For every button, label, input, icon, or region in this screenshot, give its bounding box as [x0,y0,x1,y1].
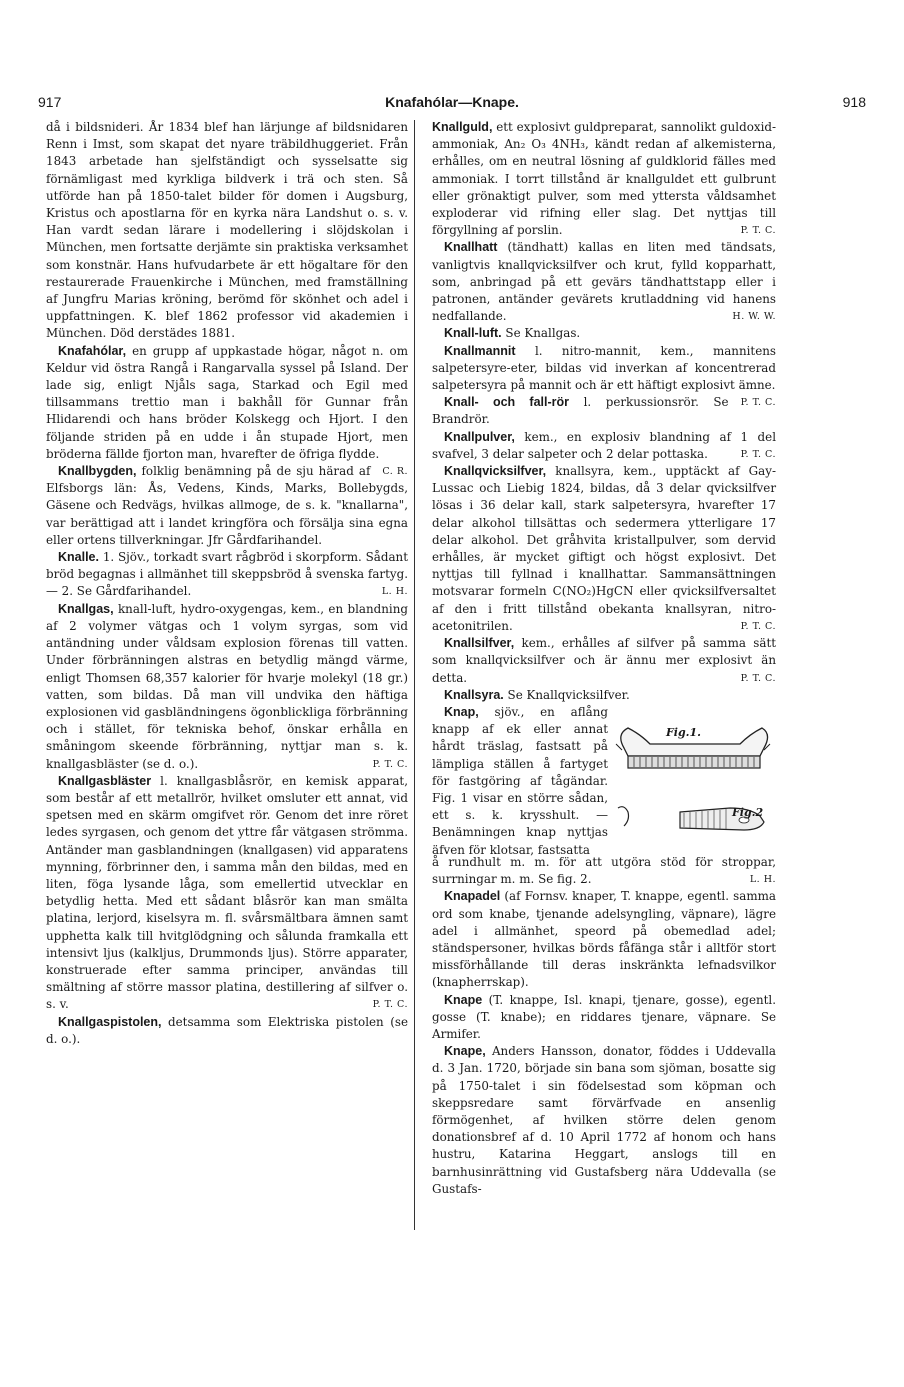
headword: Knallgaspistolen, [58,1014,162,1029]
entry-knap-continued: å rundhult m. m. för att utgöra stöd för stroppar, surrningar m. m. Se fig. 2. L. H. [432,854,776,888]
author-signature: L. H. [749,874,776,886]
author-signature: C. R. [382,466,408,478]
headword: Knallqvicksilfver, [444,464,547,479]
entry-knallsilfver: Knallsilfver, kem., erhålles af silfver på samma sätt som knallqvicksilfver och är ännu mer explosivt än detta. P. T. C. [432,635,776,687]
right-column [432,119,776,1198]
entry-knallmannit: Knallmannit l. nitro-mannit, kem., mannitens salpetersyre-eter, bildas vid inverkan af koncentrerad salpetersyra på mannit och är ett häftigt explosivt ämne. P. T. C. [432,343,776,395]
headword: Knape, [444,1044,486,1059]
entry-knap: Knap, sjöv., en aflång knapp af ek eller annat hårdt träslag, fastsatt på lämpliga ställen å fartyget för fastgöring af tågändar. Fig. 1 visar en större sådan, ett s. k. krysshult. — Benämningen knap nyttjas äfven för klotsar, fastsatta [432,704,608,857]
author-signature: P. T. C. [372,999,408,1011]
author-signature: P. T. C. [740,448,776,460]
entry-knap-with-figures [432,704,776,857]
page-number-right: 918 [842,94,866,110]
fig2-label: Fig.2 [732,805,764,819]
author-signature: P. T. C. [740,397,776,409]
headword: Knape [444,992,483,1007]
author-signature: H. W. W. [732,311,776,323]
headword: Knallsilfver, [444,636,515,651]
page-number-left: 917 [38,94,62,110]
entry-knalle: Knalle. 1. Sjöv., torkadt svart rågbröd i skorpform. Sådant bröd begagnas i allmänhet till skeppsbröd å svenska fartyg. — 2. Se Gårdfarihandel. L. H. [46,549,408,601]
entry-knallbygden: Knallbygden, folklig benämning på de sju härad af Elfsborgs län: Ås, Vedens, Kinds, Marks, Bollebygds, Gäsene och Redvägs, hvilkas allmoge, de s. k. "knallarna", var berättigad att i landet kringföra och försälja sina egna eller ortens tillverkningar. Jfr Gårdfarihandel. [46,464,408,547]
entry-knallgas: Knallgas, knall-luft, hydro-oxygengas, kem., en blandning af 2 volymer vätgas och 1 volym syrgas, som vid antändning under våldsam explosion förenas till vatten. Under förbränningen alstras en betydlig mängd värme, enligt Thomsen 68,357 kalorier för hvarje molekyl (18 gr.) vatten, som bildas. Då man vill undvika den häftiga explosionen vid gasbländningens ögonblickliga förbränning och i stället, för tekniska behof, önskar erhålla en småningom skeende förbränning, nyttjar man s. k. knallgasbläster (se d. o.). P. T. C. [46,601,408,773]
entry-knallsyra: Knallsyra. Se Knallqvicksilfver. [444,687,630,702]
author-signature: P. T. C. [740,620,776,632]
entry-knape: Knape (T. knappe, Isl. knapi, tjenare, gosse), egentl. gosse (T. knabe); en riddares tjenare, väpnare. Se Armifer. [432,992,777,1041]
running-title: Knafahólar—Knape. [385,94,519,110]
entry-knallguld: Knallguld, ett explosivt guldpreparat, sannolikt guldoxid-ammoniak, An₂ O₃ 4NH₃, kändt redan af alkemisterna, erhålles, om en neutral lösning af guldklorid fälles med ammoniak. I torrt tillstånd är knallguldet ett gulbrunt eller grönaktigt pulver, som med yttersta våldsamhet exploderar vid rifning eller slag. Det nyttjas till förgyllning af porslin. P. T. C. [432,119,776,239]
author-signature: P. T. C. [372,758,408,770]
entry-knallqvicksilfver: Knallqvicksilfver, knallsyra, kem., upptäckt af Gay-Lussac och Liebig 1824, bildas, då 3 delar qvicksilfver lösas i 36 delar kall, stark salpetersyra, hvarefter 17 delar alkohol tillsättas och sedermera ytterligare 17 delar alkohol. Det gråhvita kristallpulver, som dervid erhålles, är mycket giftigt och högst explosivt. Det nyttjas till fyllnad i knallhattar. Sammansättningen motsvarar formeln C(NO₂)HgCN eller qvicksilfversaltet af den i fritt tillstånd obekanta knallsyran, nitro-acetonitrilen. P. T. C. [432,463,776,635]
left-column [46,119,408,1048]
entry-knall-luft: Knall-luft. Se Knallgas. [444,326,581,341]
headword: Knall-luft. [444,326,502,341]
headword: Knapadel [444,889,501,904]
headword: Knallhatt [444,240,498,255]
continued-paragraph: då i bildsnideri. År 1834 blef han lärjunge af bildsnidaren Renn i Imst, som skapat det nyare träbildhuggeriet. Från 1843 arbetade han sjelfständigt och sysselsatte sig förnämligast med kyrkliga bildverk i trä och sten. Så utförde han på 1850-talet bilder för domen i Augsburg, Kristus och apostlarna för en kyrka nära Landshut o. s. v. Han vardt sedan lärare i modellering i slöjdskolan i München, men fortsatte derjämte sin praktiska verksamhet som konstnär. Hans hufvudarbete är ett högaltare för den restaurerade Frauenkirche i München, med framställning af Jungfru Marias kröning, berömd för skönhet och adel i uppfattningen. K. blef 1862 professor vid akademien i München. Död derstädes 1881. [46,120,408,341]
headword: Knallgasbläster [58,773,152,788]
entry-knafaholar: Knafahólar, en grupp af uppkastade högar, något n. om Keldur vid östra Rangå i Rangarvalla syssel på Island. Der lade sig, enligt Njåls saga, Starkad och Egil med tillsammans trettio man i bakhåll för Gunnar från Hlidarendi och hans bröder Kolskegg och Hjort. I den följande striden på en udde i ån stupade Hjort, men bröderna fällde fjorton man, hvarefter de öfriga flydde. C. R. [46,343,408,463]
headword: Knallmannit [444,343,516,358]
entry-knallgasblaster: Knallgasbläster l. knallgasblåsrör, en kemisk apparat, som består af ett metallrör, hvilket omsluter ett annat, vid spetsen med en skärm omgifvet rör. Genom det inre röret ledes syrgasen, och genom det yttre får vätgasen strömma. Antänder man gasblandningen (knallgasen) vid apparatens mynning, förbrinner den, i samma mån den bildas, med en liten, föga lysande låga, som emellertid utvecklar en betydlig hetta. Med ett sådant blåsrör kan man smälta platina, lerjord, kiselsyra m. fl. svårsmältbara ämnen samt upphetta kalk till hvitglödgning och sålunda framkalla ett intensivt ljus (kalkljus, Drummonds ljus). Större apparater, konstruerade efter samma principer, användas till smältning af större massor platina, destillering af silfver o. s. v. P. T. C. [46,773,408,1014]
entry-knallpulver: Knallpulver, kem., en explosiv blandning af 1 del svafvel, 3 delar salpeter och 2 delar pottaska. P. T. C. [432,429,776,463]
headword: Knallgas, [58,601,114,616]
headword: Knallbygden, [58,464,137,479]
headword: Knallpulver, [444,429,515,444]
author-signature: P. T. C. [740,672,776,684]
author-signature: L. H. [381,586,408,598]
entry-knapadel: Knapadel (af Fornsv. knaper, T. knappe, egentl. samma ord som knabe, tjenande adelsyngling, väpnare), lägre adel i allmänhet, speord på obemedlad adel; ständspersoner, hvilkas börds fåfänga står i alltför stort missförhållande till deras inskränkta lefnadsvilkor (knapherrskap). [432,889,776,990]
headword: Knalle. [58,550,99,565]
headword: Knallsyra. [444,687,504,702]
column-divider [414,120,415,1230]
entry-knallhatt: Knallhatt (tändhatt) kallas en liten med tändsats, vanligtvis knallqvicksilfver och krut, fylld kopparhatt, som, anbringad på ett gevärs tändhattstapp eller i patronen, antänder gevärets krutladdning vid hanens nedfallande. H. W. W. [432,239,776,325]
headword: Knall- och fall-rör [444,395,570,410]
entry-knape-anders: Knape, Anders Hansson, donator, föddes i Uddevalla d. 3 Jan. 1720, började sin bana som sjöman, bosatte sig på 1750-talet i sin födelsestad som köpman och skeppsredare samt förvärfvade en ansenlig förmögenhet, af hvilken större delen genom donationsbref af d. 10 April 1772 af honom och hans hustru, Katarina Heggart, anslogs till en barnhusinrättning vid Gustafsberg nära Uddevalla (se Gustafs- [432,1044,776,1196]
page-header [38,94,866,114]
headword: Knap, [444,704,479,719]
entry-knall-och-fall-ror: Knall- och fall-rör l. perkussionsrör. Se Brandrör. [432,395,729,427]
fig1-label: Fig.1. [666,725,701,739]
entry-knallgaspistolen: Knallgaspistolen, detsamma som Elektriska pistolen (se d. o.). [46,1014,409,1046]
headword: Knafahólar, [58,343,127,358]
author-signature: P. T. C. [740,225,776,237]
headword: Knallguld, [432,120,493,134]
